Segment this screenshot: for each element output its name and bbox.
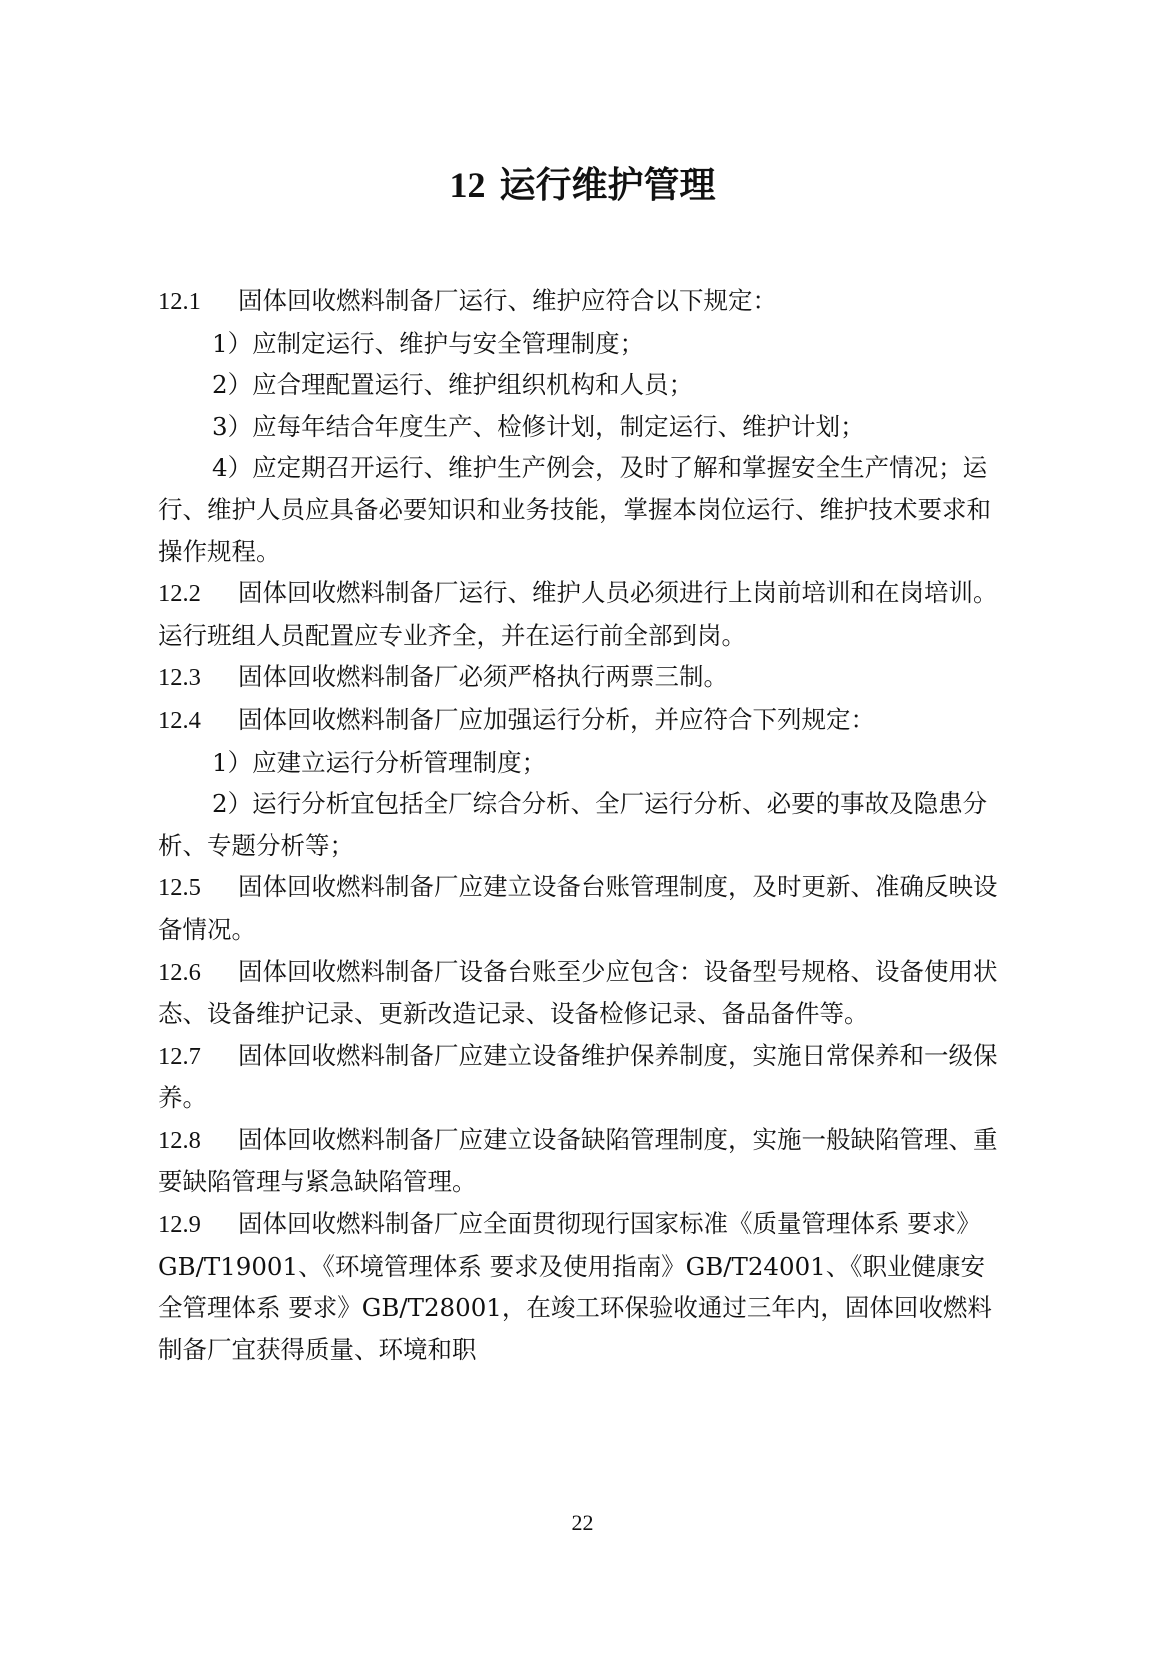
- list-item: 4）应定期召开运行、维护生产例会，及时了解和掌握安全生产情况；运行、维护人员应具备必要知识和业务技能，掌握本岗位运行、维护技术要求和操作规程。: [158, 453, 991, 566]
- document-body: [158, 280, 1008, 1370]
- clause-text: 固体回收燃料制备厂应建立设备台账管理制度，及时更新、准确反映设备情况。: [158, 872, 998, 944]
- clause-number: 12.7: [158, 1042, 201, 1070]
- clause-12-7: [158, 1035, 1008, 1119]
- list-item: 3）应每年结合年度生产、检修计划，制定运行、维护计划；: [212, 411, 865, 441]
- chapter-title: [0, 160, 1165, 211]
- clause-number: 12.6: [158, 958, 201, 986]
- clause-12-4: [158, 699, 1008, 742]
- clause-text: 固体回收燃料制备厂应加强运行分析，并应符合下列规定：: [238, 704, 875, 734]
- clause-12-3: [158, 656, 1008, 699]
- list-item: 1）应制定运行、维护与安全管理制度；: [212, 328, 645, 358]
- clause-text: 固体回收燃料制备厂设备台账至少应包含：设备型号规格、设备使用状态、设备维护记录、更新改造记录、设备检修记录、备品备件等。: [158, 956, 998, 1029]
- clause-12-2: [158, 572, 1008, 656]
- list-item: 2）应合理配置运行、维护组织机构和人员；: [212, 370, 694, 400]
- clause-number: 12.3: [158, 664, 201, 692]
- clause-number: 12.2: [158, 580, 201, 608]
- clause-number: 12.8: [158, 1126, 201, 1154]
- clause-text: 固体回收燃料制备厂运行、维护应符合以下规定：: [238, 286, 777, 315]
- list-item: 2）运行分析宜包括全厂综合分析、全厂运行分析、必要的事故及隐患分析、专题分析等；: [158, 789, 988, 860]
- clause-12-9: [158, 1203, 1008, 1370]
- page-number: 22: [571, 1510, 594, 1535]
- clause-12-6: [158, 951, 1008, 1035]
- clause-number: 12.9: [158, 1211, 201, 1239]
- clause-12-8: [158, 1119, 1008, 1203]
- clause-number: 12.5: [158, 874, 201, 902]
- clause-number: 12.1: [158, 288, 201, 315]
- clause-text: 固体回收燃料制备厂应建立设备缺陷管理制度，实施一般缺陷管理、重要缺陷管理与紧急缺陷管理。: [158, 1124, 998, 1197]
- chapter-number: 12: [449, 165, 486, 205]
- clause-text: 固体回收燃料制备厂必须严格执行两票三制。: [238, 662, 728, 692]
- clause-text: 固体回收燃料制备厂应全面贯彻现行国家标准《质量管理体系 要求》GB/T19001、《环境管理体系 要求及使用指南》GB/T24001、《职业健康安全管理体系 要求》GB/T28001，在竣工环保验收通过三年内，固体回收燃料制备厂宜获得质量、环境和职: [158, 1209, 992, 1364]
- chapter-title-text: 运行维护管理: [499, 165, 716, 206]
- clause-number: 12.4: [158, 706, 201, 734]
- list-item: 1）应建立运行分析管理制度；: [212, 747, 547, 777]
- clause-text: 固体回收燃料制备厂应建立设备维护保养制度，实施日常保养和一级保养。: [158, 1040, 998, 1113]
- clause-12-1: [158, 280, 1008, 323]
- clause-12-5: [158, 866, 1008, 950]
- clause-text: 固体回收燃料制备厂运行、维护人员必须进行上岗前培训和在岗培训。运行班组人员配置应专业齐全，并在运行前全部到岗。: [158, 578, 998, 650]
